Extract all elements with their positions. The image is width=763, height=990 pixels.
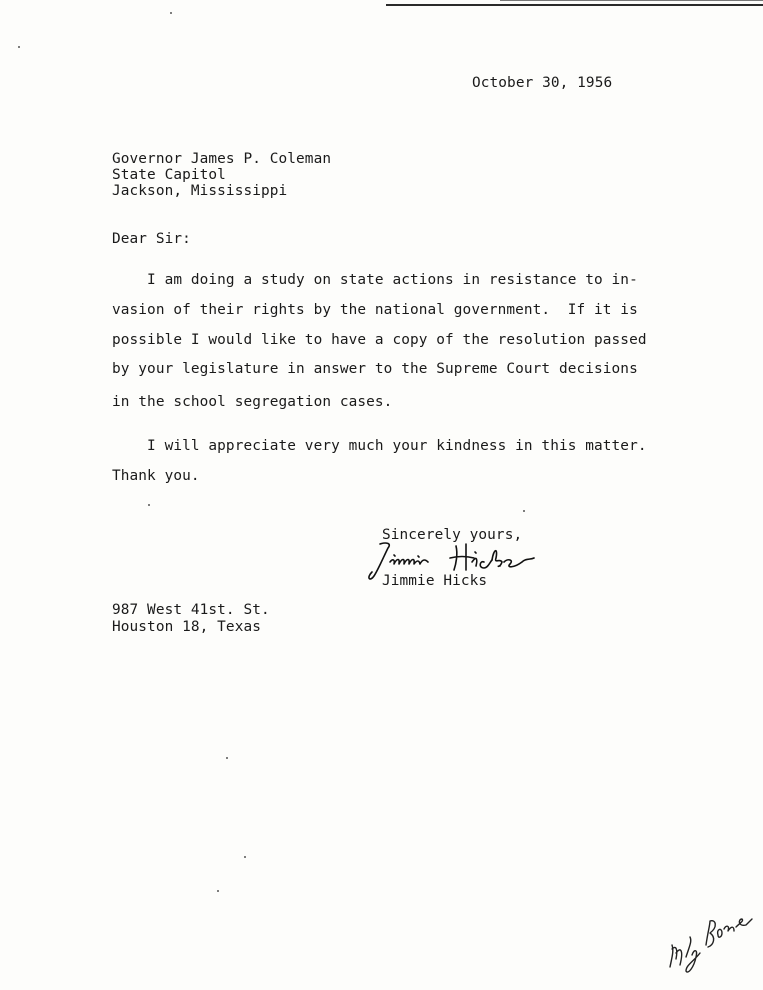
body-line: I am doing a study on state actions in resistance to in- bbox=[112, 272, 638, 288]
top-rule bbox=[386, 4, 763, 6]
scan-speck bbox=[523, 510, 525, 512]
recipient-line-3: Jackson, Mississippi bbox=[112, 183, 288, 199]
scan-speck bbox=[170, 12, 172, 14]
margin-note bbox=[660, 905, 755, 980]
body-line: vasion of their rights by the national government. If it is bbox=[112, 302, 638, 318]
letter-date: October 30, 1956 bbox=[472, 75, 613, 91]
recipient-line-1: Governor James P. Coleman bbox=[112, 151, 332, 167]
typed-name: Jimmie Hicks bbox=[382, 573, 488, 589]
body-line: in the school segregation cases. bbox=[112, 394, 393, 410]
scan-speck bbox=[18, 46, 20, 48]
scan-speck bbox=[217, 890, 219, 892]
body-line: by your legislature in answer to the Supreme Court decisions bbox=[112, 361, 638, 377]
recipient-line-2: State Capitol bbox=[112, 167, 226, 183]
salutation: Dear Sir: bbox=[112, 231, 191, 247]
return-address-line-2: Houston 18, Texas bbox=[112, 619, 261, 635]
body-line: possible I would like to have a copy of the resolution passed bbox=[112, 332, 647, 348]
scan-speck bbox=[148, 504, 150, 506]
return-address-line-1: 987 West 41st. St. bbox=[112, 602, 270, 618]
top-rule-faint bbox=[500, 0, 763, 1]
body-line: I will appreciate very much your kindness in this matter. bbox=[112, 438, 647, 454]
scan-speck bbox=[226, 757, 228, 759]
body-line: Thank you. bbox=[112, 468, 200, 484]
closing: Sincerely yours, bbox=[382, 527, 523, 543]
scan-speck bbox=[244, 856, 246, 858]
